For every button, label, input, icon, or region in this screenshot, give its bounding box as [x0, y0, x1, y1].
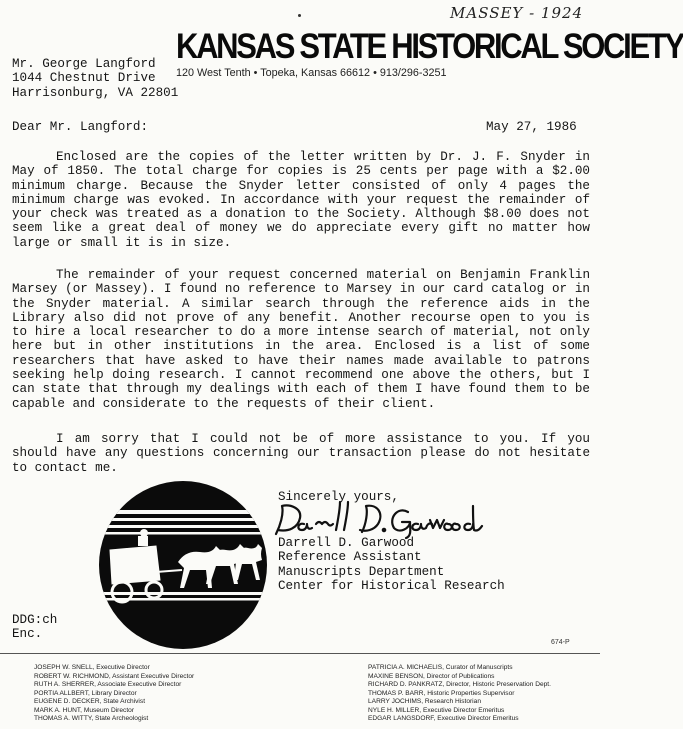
enclosure-note: Enc. [12, 627, 43, 642]
ink-dot [298, 14, 301, 17]
closing: Sincerely yours, [278, 490, 399, 504]
handwritten-annotation: MASSEY - 1924 [450, 4, 584, 22]
staff-entry: RUTH A. SHERRER, Associate Executive Director [34, 681, 182, 688]
staff-entry: NYLE H. MILLER, Executive Director Emeritus [368, 706, 505, 714]
staff-list-left [34, 664, 194, 724]
staff-entry: EDGAR LANGSDORF, Executive Director Emeritus [368, 715, 519, 722]
staff-entry: THOMAS A. WITTY, State Archeologist [34, 715, 149, 722]
staff-entry: LARRY JOCHIMS, Research Historian [368, 698, 481, 705]
typist-initials: DDG:ch [12, 613, 58, 627]
recipient-line: Harrisonburg, VA 22801 [12, 85, 179, 100]
staff-entry: PATRICIA A. MICHAELIS, Curator of Manuscripts [368, 664, 513, 671]
body-paragraph-text: Enclosed are the copies of the letter written by Dr. J. F. Snyder in May of 1850. The total charge for copies is 25 cents per page with a $2.00 minimum charge. Because the Snyder letter consisted of only 4 pages the minimum charge was evoked. In accordance with your request the remainder of your check was treated as a donation to the Society. Although $8.00 does not seem like a great deal of money we do appreciate every gift no matter how large or small it is in size. [12, 150, 590, 250]
recipient-line: 1044 Chestnut Drive [12, 71, 156, 86]
staff-list-right [368, 664, 551, 724]
staff-entry: MARK A. HUNT, Museum Director [34, 706, 135, 714]
body-paragraph [12, 150, 590, 250]
salutation: Dear Mr. Langford: [12, 120, 149, 134]
letter-date: May 27, 1986 [486, 120, 577, 134]
recipient-line: Mr. George Langford [12, 57, 156, 71]
letterhead-title: KANSAS STATE HISTORICAL SOCIETY [176, 26, 683, 67]
body-paragraph [12, 432, 590, 475]
signer-division: Center for Historical Research [278, 578, 505, 593]
body-paragraph [12, 268, 590, 411]
body-paragraph-text: I am sorry that I could not be of more assistance to you. If you should have any questions concerning our transaction please do not hesitate to contact me. [12, 432, 590, 475]
signer-name: Darrell D. Garwood [278, 536, 415, 550]
stagecoach-seal-logo [98, 480, 268, 650]
signer-department: Manuscripts Department [278, 564, 445, 579]
form-number: 674-P [551, 639, 570, 646]
staff-entry: THOMAS P. BARR, Historic Properties Supervisor [368, 689, 515, 697]
signature-block [278, 536, 505, 593]
signer-title: Reference Assistant [278, 550, 422, 565]
staff-entry: EUGENE D. DECKER, State Archivist [34, 698, 146, 705]
letterhead-address: 120 West Tenth • Topeka, Kansas 66612 • 913/296-3251 [176, 67, 447, 79]
staff-entry: JOSEPH W. SNELL, Executive Director [34, 664, 150, 671]
staff-entry: MAXINE BENSON, Director of Publications [368, 672, 495, 680]
footer-divider [0, 653, 600, 654]
recipient-address [12, 57, 178, 100]
reference-initials [12, 613, 57, 642]
staff-entry: RICHARD D. PANKRATZ, Director, Historic Preservation Dept. [368, 681, 551, 688]
staff-entry: ROBERT W. RICHMOND, Assistant Executive Director [34, 672, 195, 680]
handwritten-signature [270, 498, 492, 540]
body-paragraph-text: The remainder of your request concerned material on Benjamin Franklin Marsey (or Massey). I found no reference to Marsey in our card catalog or in the Snyder material. A similar search through the reference aids in the Library also did not prove of any benefit. Another recourse open to you is to hire a local researcher to do a more intense search of material, not only here but in other institutions in the area. Enclosed is a list of some researchers that have asked to have their names made available to patrons seeking help doing research. I cannot recommend one above the others, but I can state that through my dealings with each of them I have found them to be capable and considerate to the requests of their client. [12, 268, 590, 411]
staff-entry: PORTIA ALLBERT, Library Director [34, 689, 137, 697]
